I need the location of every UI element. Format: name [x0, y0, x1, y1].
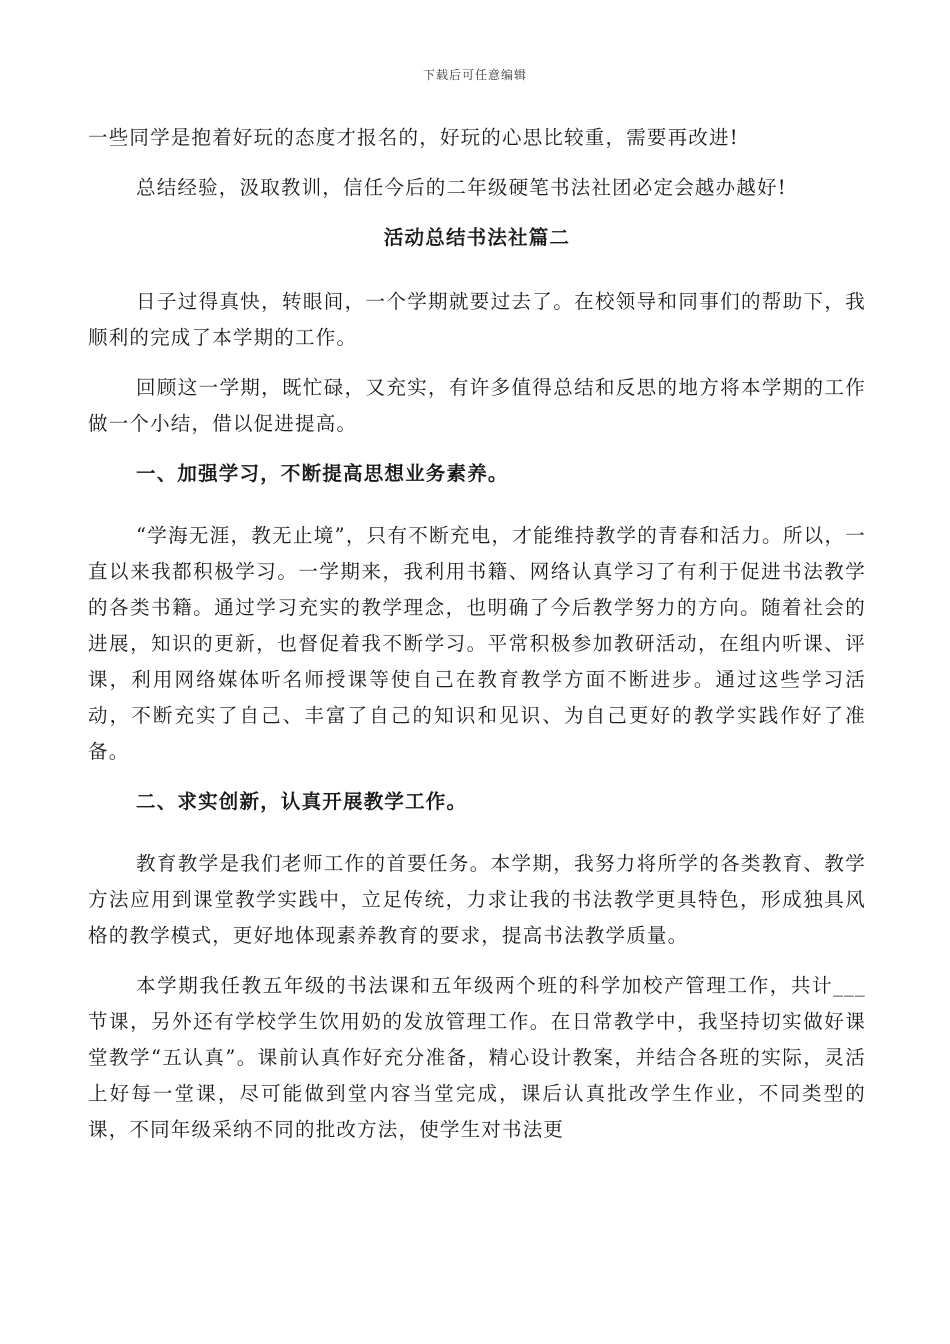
header-note: 下载后可任意编辑 — [422, 68, 527, 82]
paragraph-workload: 本学期我任教五年级的书法课和五年级两个班的科学加校产管理工作，共计___节课，另外还有学校学生饮用奶的发放管理工作。在日常教学中，我坚持切实做好课堂教学“五认真”。课前认真作好充分准备，精心设计教案，并结合各班的实际，灵活上好每一堂课，尽可能做到堂内容当堂完成，课后认真批改学生作业，不同类型的课，不同年级采纳不同的批改方法，使学生对书法更 — [88, 974, 866, 1141]
heading-study: 一、加强学习，不断提高思想业务素养。 — [136, 462, 509, 485]
paragraph-review: 回顾这一学期，既忙碌，又充实，有许多值得总结和反思的地方将本学期的工作做一个小结，借以促进提高。 — [88, 376, 866, 435]
document-body — [88, 120, 866, 1162]
heading-teaching: 二、求实创新，认真开展教学工作。 — [136, 790, 468, 813]
paragraph-study: “学海无涯，教无止境”，只有不断充电，才能维持教学的青春和活力。所以，一直以来我都积极学习。一学期来，我利用书籍、网络认真学习了有利于促进书法教学的各类书籍。通过学习充实的教学理念，也明确了今后教学努力的方向。随着社会的进展，知识的更新，也督促着我不断学习。平常积极参加教研活动，在组内听课、评课，利用网络媒体听名师授课等使自己在教育教学方面不断进步。通过这些学习活动，不断充实了自己、丰富了自己的知识和见识、为自己更好的教学实践作好了准备。 — [88, 524, 866, 763]
paragraph-summary: 总结经验，汲取教训，信任今后的二年级硬笔书法社团必定会越办越好! — [136, 176, 787, 199]
paragraph-intro: 日子过得真快，转眼间，一个学期就要过去了。在校领导和同事们的帮助下，我顺利的完成了本学期的工作。 — [88, 290, 866, 349]
paragraph-teaching: 教育教学是我们老师工作的首要任务。本学期，我努力将所学的各类教育、教学方法应用到课堂教学实践中，立足传统，力求让我的书法教学更具特色，形成独具风格的教学模式，更好地体现素养教育的要求，提高书法教学质量。 — [88, 852, 866, 947]
paragraph-continuation: 一些同学是抱着好玩的态度才报名的，好玩的心思比较重，需要再改进! — [88, 126, 739, 149]
section-title: 活动总结书法社篇二 — [383, 226, 571, 249]
